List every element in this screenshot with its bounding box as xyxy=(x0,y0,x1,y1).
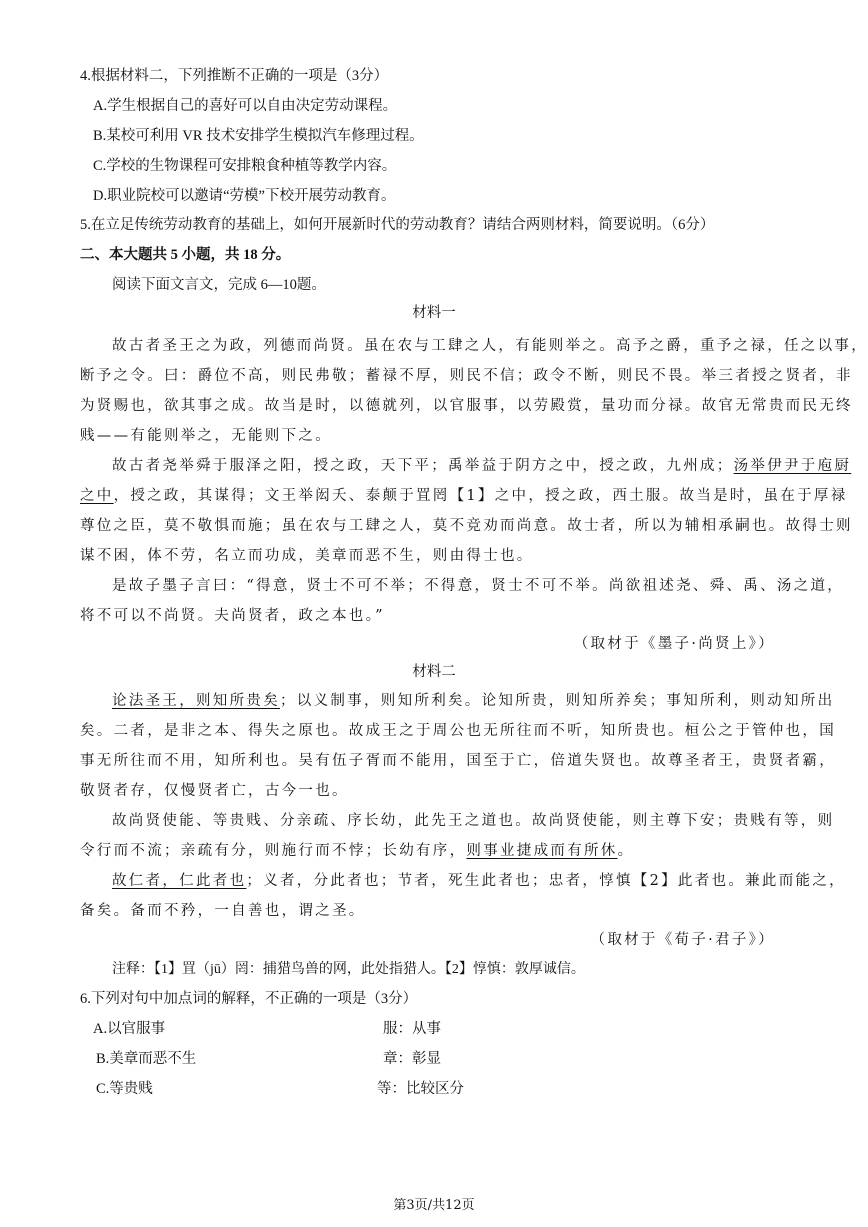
material1-p2-line2 xyxy=(80,486,848,506)
material1-p2-line4: 谋不困，体不劳，名立而功成，美章而恶不生，则由得士也。 xyxy=(80,548,534,564)
material1-p1-line4: 贱——有能则举之，无能则下之。 xyxy=(80,428,332,444)
material1-p2-line1 xyxy=(112,456,851,476)
underlined-sentence: 论法圣王，则知所贵矣 xyxy=(112,693,280,709)
q6-option-c: C.等贵贱 xyxy=(96,1081,153,1097)
material2-source: （取材于《荀子·君子》） xyxy=(590,932,775,948)
page-number: 第3页/共12页 xyxy=(393,1198,475,1213)
material2-p2-text: 令行而不流；亲疏有分，则施行而不悖；长幼有序， xyxy=(80,843,467,859)
q4-option-a: A.学生根据自己的喜好可以自由决定劳动课程。 xyxy=(93,98,398,114)
underlined-sentence-end: 之中 xyxy=(80,488,114,504)
q6-stem: 6.下列对句中加点词的解释，不正确的一项是（3分） xyxy=(80,991,418,1007)
material2-p1-line2: 矣。二者，是非之本、得失之原也。故成王之于周公也无所往而不听，知所贵也。桓公之于管仲也，国 xyxy=(80,723,836,739)
q6-option-c-gloss: 等：比较区分 xyxy=(377,1081,464,1097)
q6-option-b-gloss: 章：彰显 xyxy=(383,1051,441,1067)
underlined-sentence: 汤举伊尹于庖厨 xyxy=(733,458,852,474)
material2-title: 材料二 xyxy=(412,664,456,680)
q6-option-a-gloss: 服：从事 xyxy=(383,1021,441,1037)
q4-option-b: B.某校可利用 VR 技术安排学生模拟汽车修理过程。 xyxy=(93,128,424,144)
material1-p1-line3: 为贤赐也，欲其事之成。故当是时，以德就列，以官服事，以劳殿赏，量功而分禄。故官无常贵而民无终 xyxy=(80,398,853,414)
material1-p2-line3: 尊位之臣，莫不敬惧而施；虽在农与工肆之人，莫不竞劝而尚意。故士者，所以为辅相承嗣也。故得士则 xyxy=(80,518,853,534)
q4-option-c: C.学校的生物课程可安排粮食种植等教学内容。 xyxy=(93,158,397,174)
material1-title: 材料一 xyxy=(412,305,456,321)
material2-p3-text: ；义者，分此者也；节者，死生此者也；忠者，惇慎【2】此者也。兼此而能之， xyxy=(246,873,846,889)
material2-p1-line3: 事无所往而不用，知所利也。吴有伍子胥而不能用，国至于亡，倍道失贤也。故尊圣者王，贵贤者霸， xyxy=(80,753,836,769)
underlined-sentence: 则事业捷成而有所休 xyxy=(466,843,618,859)
material2-p2-line1: 故尚贤使能、等贵贱、分亲疏、序长幼，此先王之道也。故尚贤使能，则主尊下安；贵贱有等，则 xyxy=(112,813,835,829)
material1-p2-text: 故古者尧举舜于服泽之阳，授之政，天下平；禹举益于阴方之中，授之政，九州成； xyxy=(112,458,734,474)
material2-p1-line4: 敬贤者存，仅慢贤者亡，古今一也。 xyxy=(80,783,349,799)
material2-p3-line2: 备矣。备而不矜，一自善也，谓之圣。 xyxy=(80,903,366,919)
section-heading: 二、本大题共 5 小题，共 18 分。 xyxy=(80,247,291,263)
material1-p3-line1: 是故子墨子言曰：“得意，贤士不可不举；不得意，贤士不可不举。尚欲祖述尧、舜、禹、汤之道， xyxy=(112,578,845,594)
material2-p1-line1 xyxy=(112,691,834,711)
section-instruction: 阅读下面文言文，完成 6—10题。 xyxy=(112,277,326,293)
q4-option-d: D.职业院校可以邀请“劳模”下校开展劳动教育。 xyxy=(93,188,396,204)
material1-p3-line2: 将不可以不尚贤。夫尚贤者，政之本也。” xyxy=(80,608,385,624)
q6-option-a: A.以官服事 xyxy=(93,1021,166,1037)
material2-p2-line2 xyxy=(80,841,634,861)
material2-p3-line1 xyxy=(112,871,846,891)
q5-stem: 5.在立足传统劳动教育的基础上，如何开展新时代的劳动教育？请结合两则材料，简要说明。（6分） xyxy=(80,217,715,233)
annotation-note: 注释：【1】罝（jū）罔：捕猎鸟兽的网，此处指猎人。【2】惇慎：敦厚诚信。 xyxy=(112,962,585,977)
material1-source: （取材于《墨子·尚贤上》） xyxy=(573,636,775,652)
q4-stem: 4.根据材料二，下列推断不正确的一项是（3分） xyxy=(80,68,389,84)
material1-p2-text: ，授之政，其谋得；文王举闳夭、泰颠于罝罔【1】之中，授之政，西土服。故当是时，虽在于厚禄 xyxy=(113,488,848,504)
material1-p1-line2: 断予之令。曰：爵位不高，则民弗敬；蓄禄不厚，则民不信；政令不断，则民不畏。举三者授之贤者，非 xyxy=(80,368,853,384)
q6-option-b: B.美章而恶不生 xyxy=(96,1051,197,1067)
material2-p2-text-end: 。 xyxy=(617,843,635,859)
material2-p1-text: ；以义制事，则知所利矣。论知所贵，则知所养矣；事知所利，则动知所出 xyxy=(280,693,835,709)
underlined-sentence: 故仁者，仁此者也 xyxy=(112,873,247,889)
material1-p1-line1: 故古者圣王之为政，列德而尚贤。虽在农与工肆之人，有能则举之。高予之爵，重予之禄，任之以事， xyxy=(112,338,868,354)
